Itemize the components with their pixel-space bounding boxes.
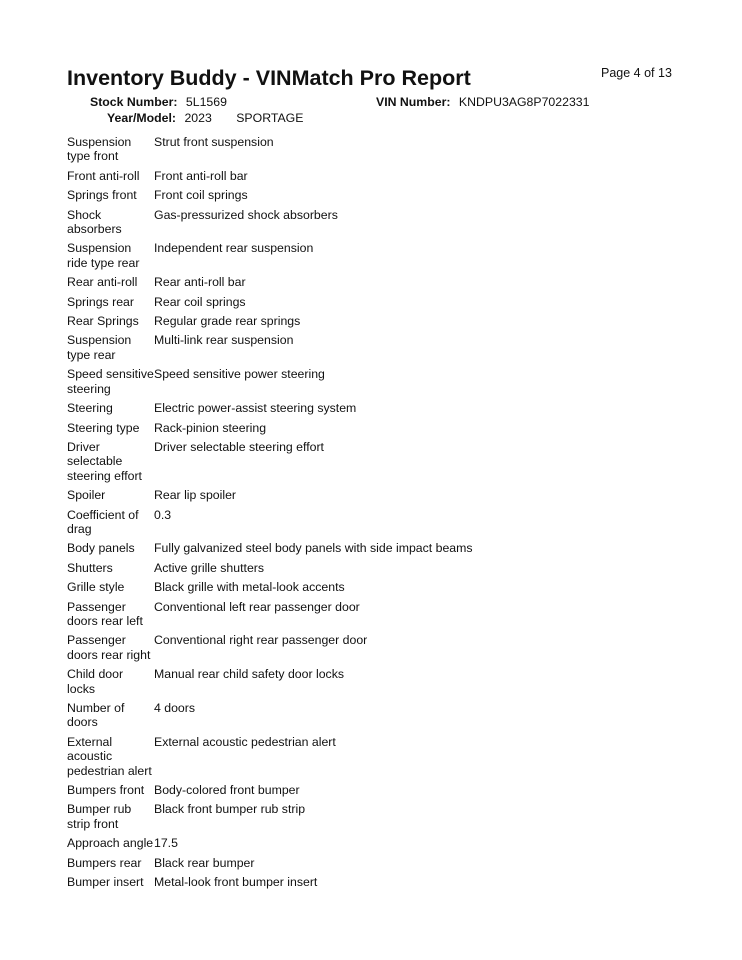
spec-row — [67, 836, 727, 855]
stock-number-value: 5L1569 — [185, 95, 227, 109]
spec-row — [67, 169, 727, 188]
vin-number-value: KNDPU3AG8P7022331 — [458, 95, 590, 109]
spec-value: Black front bumper rub strip — [154, 802, 306, 817]
spec-value: Strut front suspension — [154, 135, 274, 149]
spec-label: Suspension type rear — [67, 333, 132, 362]
vin-number-label: VIN Number: — [376, 95, 451, 109]
spec-value: Active grille shutters — [154, 560, 265, 575]
spec-value: Conventional right rear passenger door — [154, 633, 368, 648]
page-number: Page 4 of 13 — [601, 66, 672, 80]
spec-row — [67, 488, 727, 507]
spec-label: Approach angle — [67, 836, 154, 851]
spec-row — [67, 875, 727, 894]
spec-value: Gas-pressurized shock absorbers — [154, 207, 338, 222]
spec-value: Manual rear child safety door locks — [154, 667, 345, 682]
spec-label: Coefficient of drag — [67, 507, 139, 536]
stock-number-field — [90, 95, 227, 109]
spec-value: Front coil springs — [154, 188, 248, 203]
spec-label: Child door locks — [67, 667, 124, 696]
spec-label: Passenger doors rear left — [67, 599, 143, 628]
spec-value: Independent rear suspension — [154, 241, 314, 256]
spec-value: Multi-link rear suspension — [154, 333, 294, 348]
spec-label: Springs rear — [67, 294, 134, 309]
vin-number-field — [376, 95, 589, 109]
spec-value: Body-colored front bumper — [154, 783, 300, 798]
spec-row — [67, 783, 727, 802]
spec-value: Rear coil springs — [154, 294, 246, 309]
spec-row — [67, 541, 727, 560]
spec-row — [67, 633, 727, 667]
spec-row — [67, 667, 727, 701]
spec-value: Fully galvanized steel body panels with side impact beams — [154, 541, 473, 556]
spec-row — [67, 188, 727, 207]
spec-label: Suspension ride type rear — [67, 241, 140, 270]
spec-label: Bumper insert — [67, 875, 144, 890]
year-value: 2023 — [184, 111, 212, 125]
spec-label: Speed sensitive steering — [67, 367, 154, 396]
spec-row — [67, 208, 727, 242]
spec-value: Driver selectable steering effort — [154, 439, 324, 454]
year-model-field — [107, 111, 303, 125]
spec-row — [67, 561, 727, 580]
spec-label: Number of doors — [67, 701, 125, 730]
spec-value: 4 doors — [154, 701, 196, 715]
spec-label: Bumper rub strip front — [67, 802, 132, 831]
spec-value: 0.3 — [154, 507, 172, 522]
spec-row — [67, 241, 727, 275]
spec-row — [67, 600, 727, 634]
spec-row — [67, 735, 727, 783]
spec-row — [67, 314, 727, 333]
spec-value: 17.5 — [154, 836, 178, 851]
spec-row — [67, 580, 727, 599]
spec-row — [67, 367, 727, 401]
report-title: Inventory Buddy - VINMatch Pro Report — [67, 66, 471, 90]
spec-row — [67, 856, 727, 875]
spec-value: Black rear bumper — [154, 855, 255, 870]
spec-value: Speed sensitive power steering — [154, 367, 325, 382]
spec-value: Black grille with metal-look accents — [154, 580, 345, 595]
year-model-label: Year/Model: — [107, 111, 177, 125]
spec-row — [67, 333, 727, 367]
spec-row — [67, 440, 727, 488]
spec-label: Shock absorbers — [67, 207, 122, 237]
spec-value: Front anti-roll bar — [154, 168, 248, 183]
spec-label: External acoustic pedestrian alert — [67, 734, 152, 778]
spec-label: Bumpers rear — [67, 855, 142, 870]
spec-value: Rear anti-roll bar — [154, 275, 246, 290]
spec-label: Springs front — [67, 188, 137, 203]
spec-label: Rear anti-roll — [67, 275, 138, 290]
spec-row — [67, 508, 727, 542]
spec-label: Spoiler — [67, 488, 106, 503]
spec-label: Passenger doors rear right — [67, 633, 151, 662]
spec-value: Regular grade rear springs — [154, 314, 301, 329]
stock-number-label: Stock Number: — [90, 95, 178, 109]
spec-label: Body panels — [67, 541, 135, 556]
spec-label: Shutters — [67, 560, 113, 575]
spec-label: Steering — [67, 401, 113, 416]
spec-row — [67, 275, 727, 294]
spec-table — [67, 135, 727, 894]
spec-row — [67, 401, 727, 420]
spec-label: Suspension type front — [67, 135, 132, 164]
model-value: SPORTAGE — [236, 111, 304, 125]
spec-row — [67, 135, 727, 169]
spec-label: Driver selectable steering effort — [67, 439, 142, 483]
spec-value: External acoustic pedestrian alert — [154, 734, 336, 749]
spec-row — [67, 701, 727, 735]
spec-value: Electric power-assist steering system — [154, 401, 357, 416]
spec-label: Bumpers front — [67, 783, 145, 798]
spec-label: Front anti-roll — [67, 168, 140, 183]
spec-value: Rack-pinion steering — [154, 420, 267, 435]
spec-value: Metal-look front bumper insert — [154, 875, 318, 890]
spec-label: Grille style — [67, 580, 125, 595]
spec-value: Rear lip spoiler — [154, 488, 237, 503]
spec-row — [67, 802, 727, 836]
spec-row — [67, 421, 727, 440]
spec-label: Steering type — [67, 420, 140, 435]
spec-row — [67, 295, 727, 314]
spec-value: Conventional left rear passenger door — [154, 599, 360, 614]
spec-label: Rear Springs — [67, 314, 139, 329]
